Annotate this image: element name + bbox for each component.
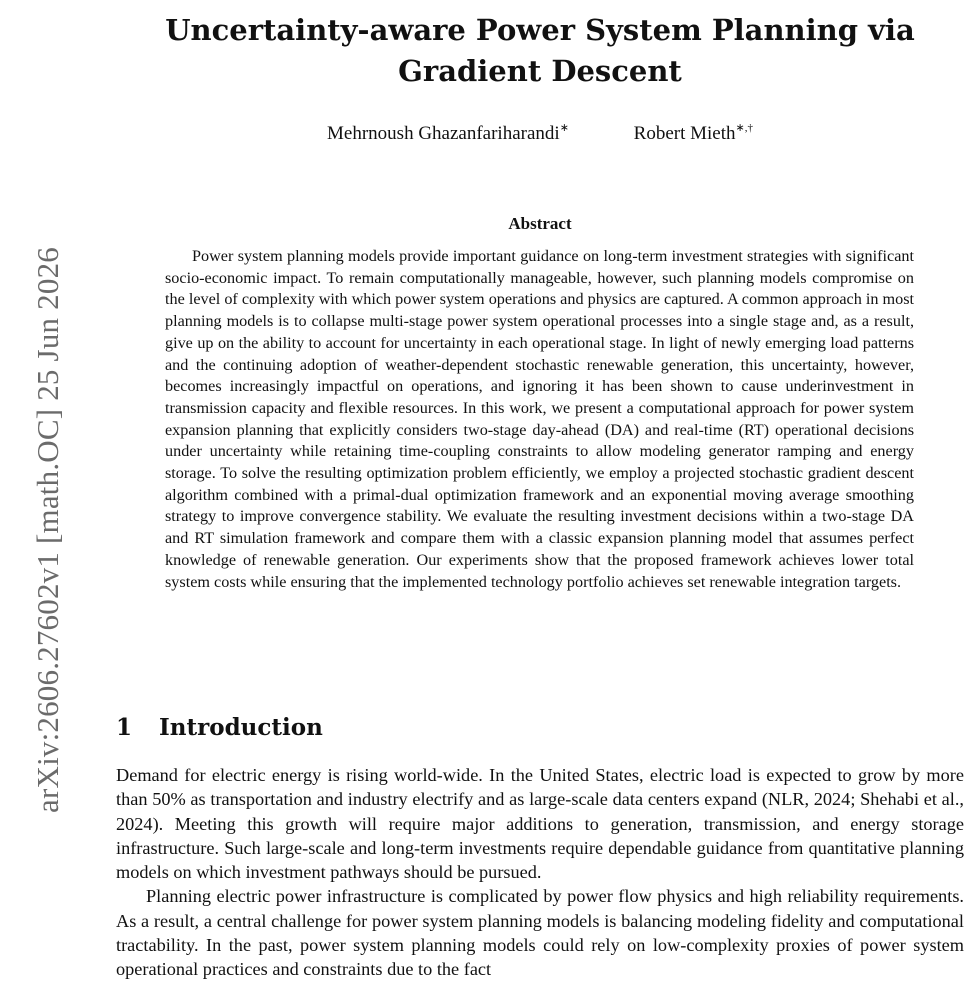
- intro-paragraph-1: Demand for electric energy is rising world-wide. In the United States, electric load is expected to grow by more than 50% as transportation and industry electrify and as large-scale data centers expand (NLR, 2024; Shehabi et al., 2024). Meeting this growth will require major additions to generation, transmission, and energy storage infrastructure. Such large-scale and long-term investments require dependable guidance from quantitative planning models on which investment pathways should be pursued.: [116, 765, 964, 883]
- abstract-text: Power system planning models provide important guidance on long-term investment strategies with significant socio-economic impact. To remain computationally manageable, however, such planning models compromise on the level of complexity with which power system operations and physics are captured. A common approach in most planning models is to collapse multi-stage power system operational processes into a single stage and, as a result, give up on the ability to account for uncertainty in each operational stage. In light of newly emerging load patterns and the continuing adoption of weather-dependent stochastic renewable generation, this uncertainty, however, becomes increasingly impactful on operations, and ignoring it has been shown to cause underinvestment in transmission capacity and flexible resources. In this work, we present a computational approach for power system expansion planning that explicitly considers two-stage day-ahead (DA) and real-time (RT) operational decisions under uncertainty while retaining time-coupling constraints to allow modeling generator ramping and energy storage. To solve the resulting optimization problem efficiently, we employ a projected stochastic gradient descent algorithm combined with a primal-dual optimization framework and an exponential moving average smoothing strategy to improve convergence stability. We evaluate the resulting investment decisions within a two-stage DA and RT simulation framework and compare them with a classic expansion planning model that assumes perfect knowledge of renewable generation. Our experiments show that the proposed framework achieves lower total system costs while ensuring that the implemented technology portfolio achieves set renewable integration targets.: [165, 247, 914, 591]
- intro-paragraph-2: Planning electric power infrastructure is complicated by power flow physics and high reliability requirements. As a result, a central challenge for power system planning models is balancing modeling fidelity and computational tractability. In the past, power system planning models could rely on low-complexity proxies of power system operational practices and constraints due to the fact: [116, 886, 964, 980]
- author-2-name: Robert Mieth: [633, 123, 736, 144]
- author-1: [327, 116, 569, 146]
- author-2-affiliation-marks: ∗,†: [735, 122, 753, 134]
- arxiv-identifier: arXiv:2606.27602v1 [math.OC] 25 Jun 2026: [30, 247, 65, 813]
- abstract-heading: Abstract: [508, 214, 572, 233]
- paper-title: Uncertainty-aware Power System Planning via Gradient Descent: [165, 13, 915, 88]
- section-number: 1: [116, 714, 133, 741]
- section-heading-introduction: [116, 712, 323, 744]
- section-title: Introduction: [159, 714, 323, 741]
- introduction-body: [116, 763, 964, 982]
- author-1-affiliation-marks: ∗: [559, 122, 569, 134]
- author-2: [634, 116, 753, 146]
- author-list: [116, 116, 964, 146]
- author-1-name: Mehrnoush Ghazanfariharandi: [327, 123, 560, 144]
